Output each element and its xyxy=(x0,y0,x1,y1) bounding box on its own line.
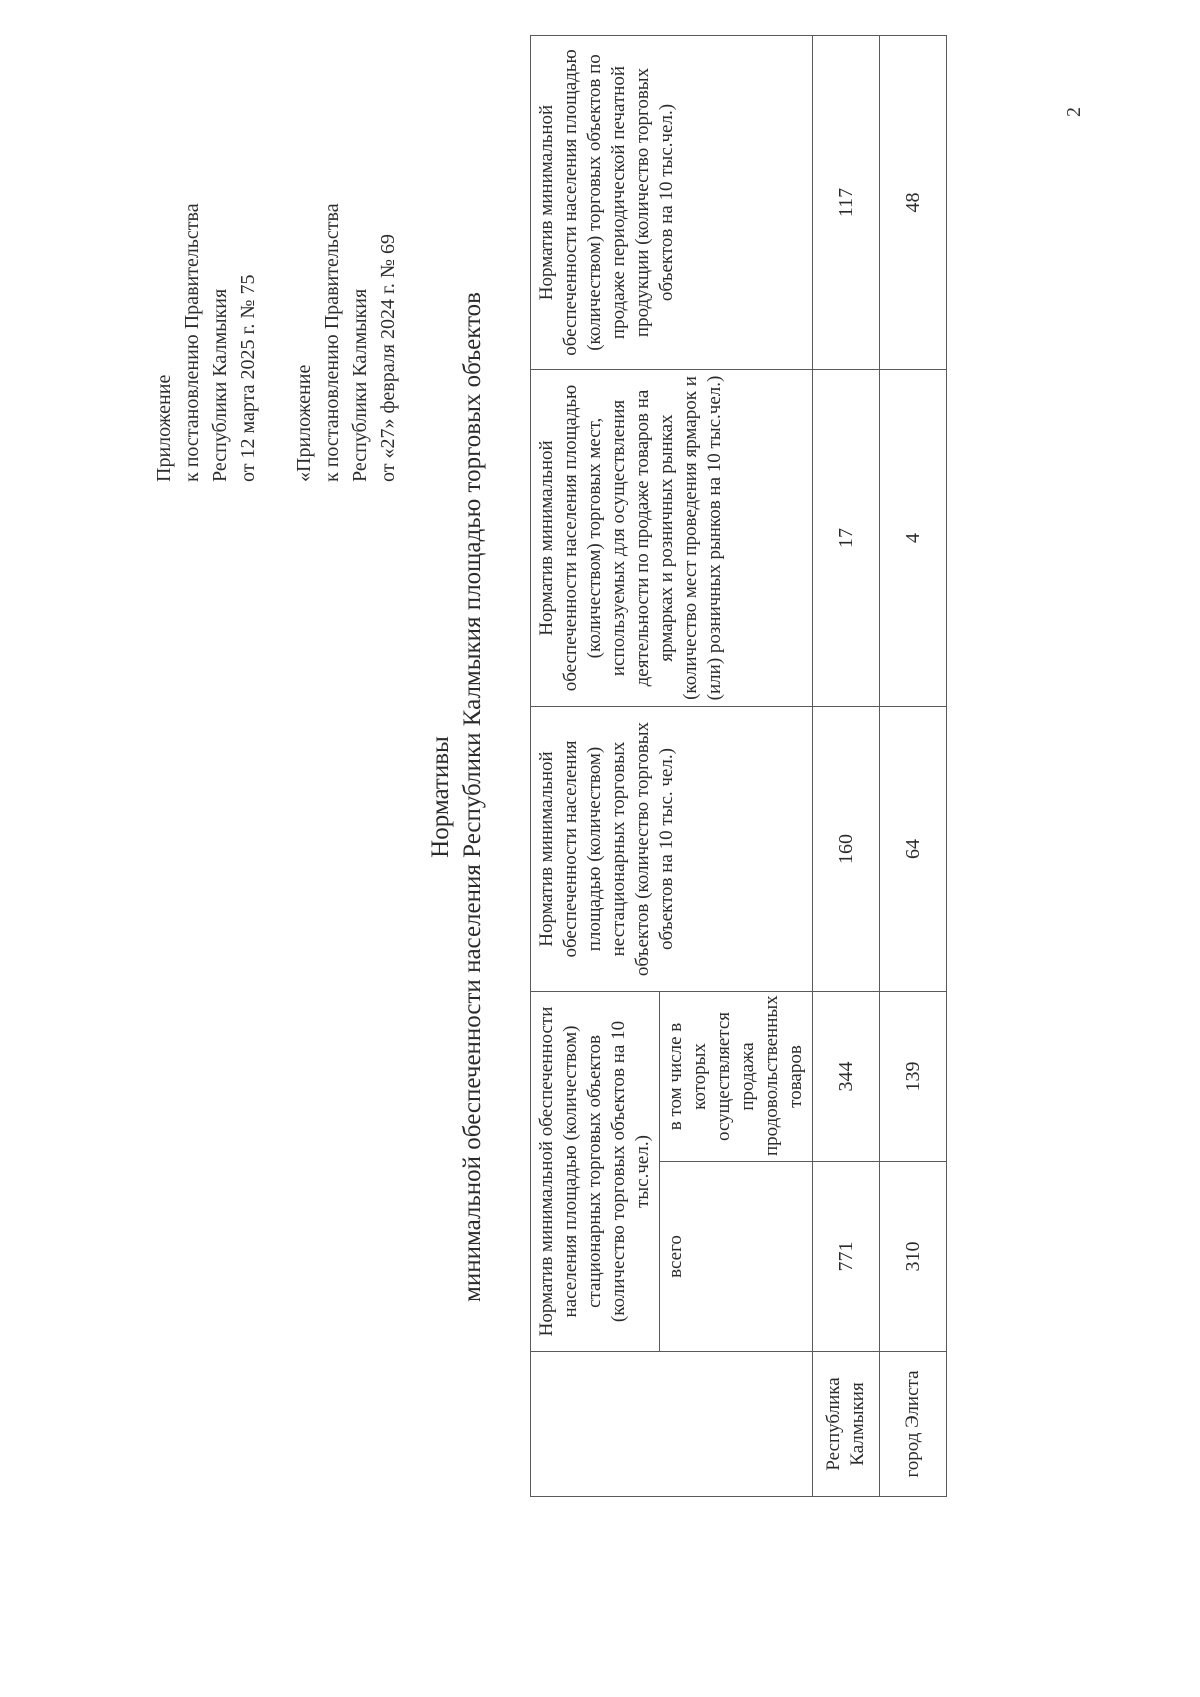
header-stationary: Норматив минимальной обеспеченности населения площадью (количеством) стационарных торговых объектов (количество торговых объектов на 10 тыс.чел.) xyxy=(531,992,660,1352)
cell-food: 139 xyxy=(880,992,947,1162)
appendix-old-line: к постановлению Правительства xyxy=(321,203,343,482)
appendix-old-line: от «27» февраля 2024 г. № 69 xyxy=(377,233,399,482)
page-number: 2 xyxy=(1063,107,1085,117)
cell-press: 117 xyxy=(813,36,880,370)
appendix-new-line: от 12 марта 2025 г. № 75 xyxy=(237,274,259,482)
subheader-total: всего xyxy=(660,1162,813,1352)
table-header-row xyxy=(531,36,660,1497)
cell-nonstationary: 160 xyxy=(813,707,880,992)
cell-fairs: 4 xyxy=(880,370,947,707)
norms-table xyxy=(530,35,947,1497)
document-title xyxy=(425,47,489,1547)
row-name: город Элиста xyxy=(880,1352,947,1497)
cell-fairs: 17 xyxy=(813,370,880,707)
appendix-new-line: Республики Калмыкия xyxy=(209,288,231,482)
row-name: Республика Калмыкия xyxy=(813,1352,880,1497)
appendix-old-line: Республики Калмыкия xyxy=(349,288,371,482)
table-row xyxy=(813,36,880,1497)
header-empty-corner xyxy=(531,1352,813,1497)
header-press: Норматив минимальной обеспеченности населения площадью (количеством) торговых объектов по продаже периодической печатной продукции (количество торговых объектов на 10 тыс.чел.) xyxy=(531,36,813,370)
appendix-note-new xyxy=(150,22,262,482)
header-nonstationary: Норматив минимальной обеспеченности населения площадью (количеством) нестационарных торговых объектов (количество торговых объектов на 10 тыс. чел.) xyxy=(531,707,813,992)
cell-food: 344 xyxy=(813,992,880,1162)
title-line-2: минимальной обеспеченности населения Республики Калмыкия площадью торговых объектов xyxy=(459,292,486,1302)
appendix-old-line: «Приложение xyxy=(293,364,315,482)
cell-total: 771 xyxy=(813,1162,880,1352)
appendix-new-line: к постановлению Правительства xyxy=(181,203,203,482)
header-fairs: Норматив минимальной обеспеченности населения площадью (количеством) торговых мест, используемых для осуществления деятельности по продаже товаров на ярмарках и розничных рынках (количество мест проведения ярмарок и (или) розничных рынков на 10 тыс.чел.) xyxy=(531,370,813,707)
appendix-new-line: Приложение xyxy=(153,374,175,482)
appendix-note-old xyxy=(290,22,402,482)
table-row xyxy=(880,36,947,1497)
cell-press: 48 xyxy=(880,36,947,370)
subheader-food: в том числе в которых осуществляется продажа продовольственных товаров xyxy=(660,992,813,1162)
title-line-1: Нормативы xyxy=(427,736,454,858)
cell-total: 310 xyxy=(880,1162,947,1352)
cell-nonstationary: 64 xyxy=(880,707,947,992)
